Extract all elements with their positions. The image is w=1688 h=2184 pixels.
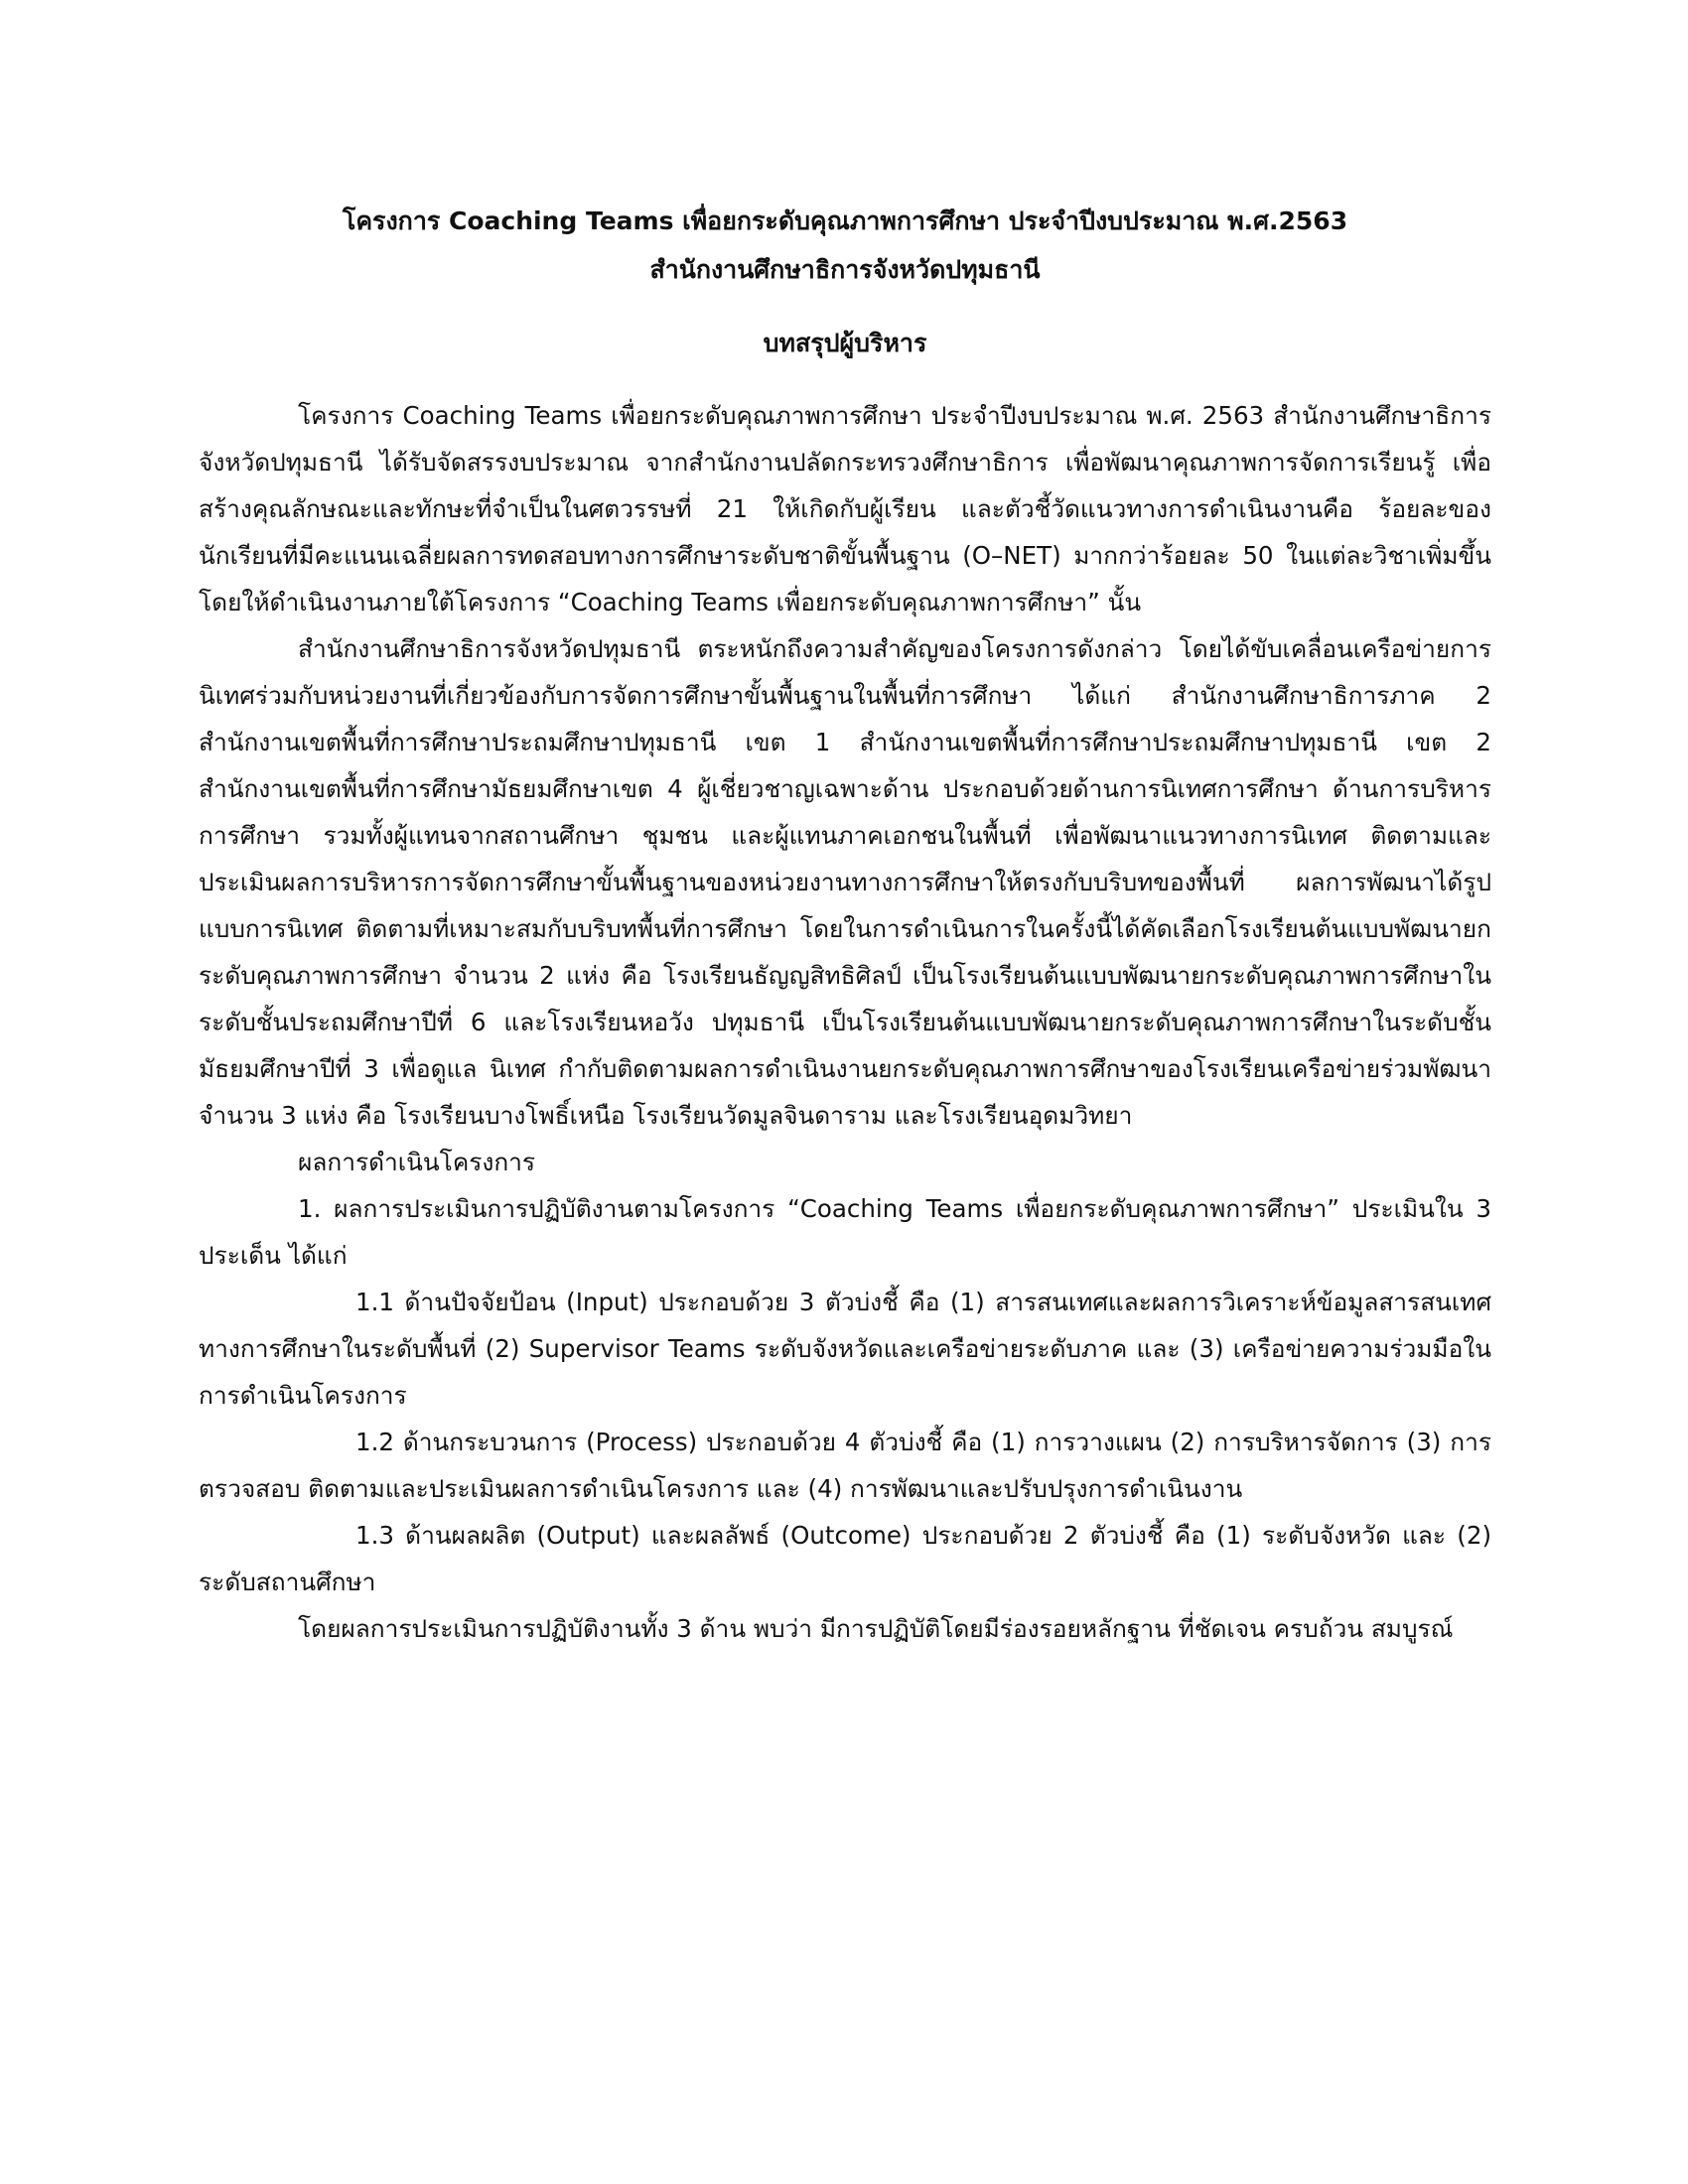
paragraph-network-implementation: สำนักงานศึกษาธิการจังหวัดปทุมธานี ตระหนักถึงความสำคัญของโครงการดังกล่าว โดยได้ขับเคลื่อนเครือข่ายการนิเทศร่วมกับหน่วยงานที่เกี่ยวข้องกับการจัดการศึกษาขั้นพื้นฐานในพื้นที่การศึกษา ได้แก่ สำนักงานศึกษาธิการภาค 2 สำนักงานเขตพื้นที่การศึกษาประถมศึกษาปทุมธานี เขต 1 สำนักงานเขตพื้นที่การศึกษาประถมศึกษาปทุมธานี เขต 2 สำนักงานเขตพื้นที่การศึกษามัธยมศึกษาเขต 4 ผู้เชี่ยวชาญเฉพาะด้าน ประกอบด้วยด้านการนิเทศการศึกษา ด้านการบริหารการศึกษา รวมทั้งผู้แทนจากสถานศึกษา ชุมชน และผู้แทนภาคเอกชนในพื้นที่ เพื่อพัฒนาแนวทางการนิเทศ ติดตามและประเมินผลการบริหารการจัดการศึกษาขั้นพื้นฐานของหน่วยงานทางการศึกษาให้ตรงกับบริบทของพื้นที่ ผลการพัฒนาได้รูปแบบการนิเทศ ติดตามที่เหมาะสมกับบริบทพื้นที่การศึกษา โดยในการดำเนินการในครั้งนี้ได้คัดเลือกโรงเรียนต้นแบบพัฒนายกระดับคุณภาพการศึกษา จำนวน 2 แห่ง คือ โรงเรียนธัญญสิทธิศิลป์ เป็นโรงเรียนต้นแบบพัฒนายกระดับคุณภาพการศึกษาในระดับชั้นประถมศึกษาปีที่ 6 และโรงเรียนหอวัง ปทุมธานี เป็นโรงเรียนต้นแบบพัฒนายกระดับคุณภาพการศึกษาในระดับชั้นมัธยมศึกษาปีที่ 3 เพื่อดูแล นิเทศ กำกับติดตามผลการดำเนินงานยกระดับคุณภาพการศึกษาของโรงเรียนเครือข่ายร่วมพัฒนาจำนวน 3 แห่ง คือ โรงเรียนบางโพธิ์เหนือ โรงเรียนวัดมูลจินดาราม และโรงเรียนอุดมวิทยา xyxy=(199,634,1491,1130)
title-line-office: สำนักงานศึกษาธิการจังหวัดปทุมธานี xyxy=(649,255,1041,284)
paragraph-evaluation-intro: 1. ผลการประเมินการปฏิบัติงานตามโครงการ “Coaching Teams เพื่อยกระดับคุณภาพการศึกษา” ประเมินใน 3 ประเด็น ได้แก่ xyxy=(199,1194,1491,1270)
paragraph-output-outcome-aspect: 1.3 ด้านผลผลิต (Output) และผลลัพธ์ (Outcome) ประกอบด้วย 2 ตัวบ่งชี้ คือ (1) ระดับจังหวัด และ (2) ระดับสถานศึกษา xyxy=(199,1521,1491,1596)
paragraph-evaluation-conclusion: โดยผลการประเมินการปฏิบัติงานทั้ง 3 ด้าน พบว่า มีการปฏิบัติโดยมีร่องรอยหลักฐาน ที่ชัดเจน ครบถ้วน สมบูรณ์ xyxy=(298,1614,1454,1643)
paragraph-process-aspect: 1.2 ด้านกระบวนการ (Process) ประกอบด้วย 4 ตัวบ่งชี้ คือ (1) การวางแผน (2) การบริหารจัดการ (3) การตรวจสอบ ติดตามและประเมินผลการดำเนินโครงการ และ (4) การพัฒนาและปรับปรุงการดำเนินงาน xyxy=(199,1428,1491,1503)
section-heading-executive-summary: บทสรุปผู้บริหาร xyxy=(763,329,927,357)
paragraph-project-overview: โครงการ Coaching Teams เพื่อยกระดับคุณภาพการศึกษา ประจำปีงบประมาณ พ.ศ. 2563 สำนักงานศึกษาธิการจังหวัดปทุมธานี ได้รับจัดสรรงบประมาณ จากสำนักงานปลัดกระทรวงศึกษาธิการ เพื่อพัฒนาคุณภาพการจัดการเรียนรู้ เพื่อสร้างคุณลักษณะและทักษะที่จำเป็นในศตวรรษที่ 21 ให้เกิดกับผู้เรียน และตัวชี้วัดแนวทางการดำเนินงานคือ ร้อยละของนักเรียนที่มีคะแนนเฉลี่ยผลการทดสอบทางการศึกษาระดับชาติขั้นพื้นฐาน (O–NET) มากกว่าร้อยละ 50 ในแต่ละวิชาเพิ่มขึ้น โดยให้ดำเนินงานภายใต้โครงการ “Coaching Teams เพื่อยกระดับคุณภาพการศึกษา” นั้น xyxy=(199,401,1491,616)
document-page xyxy=(199,197,1491,1652)
paragraph-input-aspect: 1.1 ด้านปัจจัยป้อน (Input) ประกอบด้วย 3 ตัวบ่งชี้ คือ (1) สารสนเทศและผลการวิเคราะห์ข้อมูลสารสนเทศทางการศึกษาในระดับพื้นที่ (2) Supervisor Teams ระดับจังหวัดและเครือข่ายระดับภาค และ (3) เครือข่ายความร่วมมือในการดำเนินโครงการ xyxy=(199,1288,1491,1410)
title-line-project: โครงการ Coaching Teams เพื่อยกระดับคุณภาพการศึกษา ประจำปีงบประมาณ พ.ศ.2563 xyxy=(342,206,1348,235)
document-title xyxy=(199,197,1491,294)
paragraph-results-label: ผลการดำเนินโครงการ xyxy=(298,1148,536,1176)
